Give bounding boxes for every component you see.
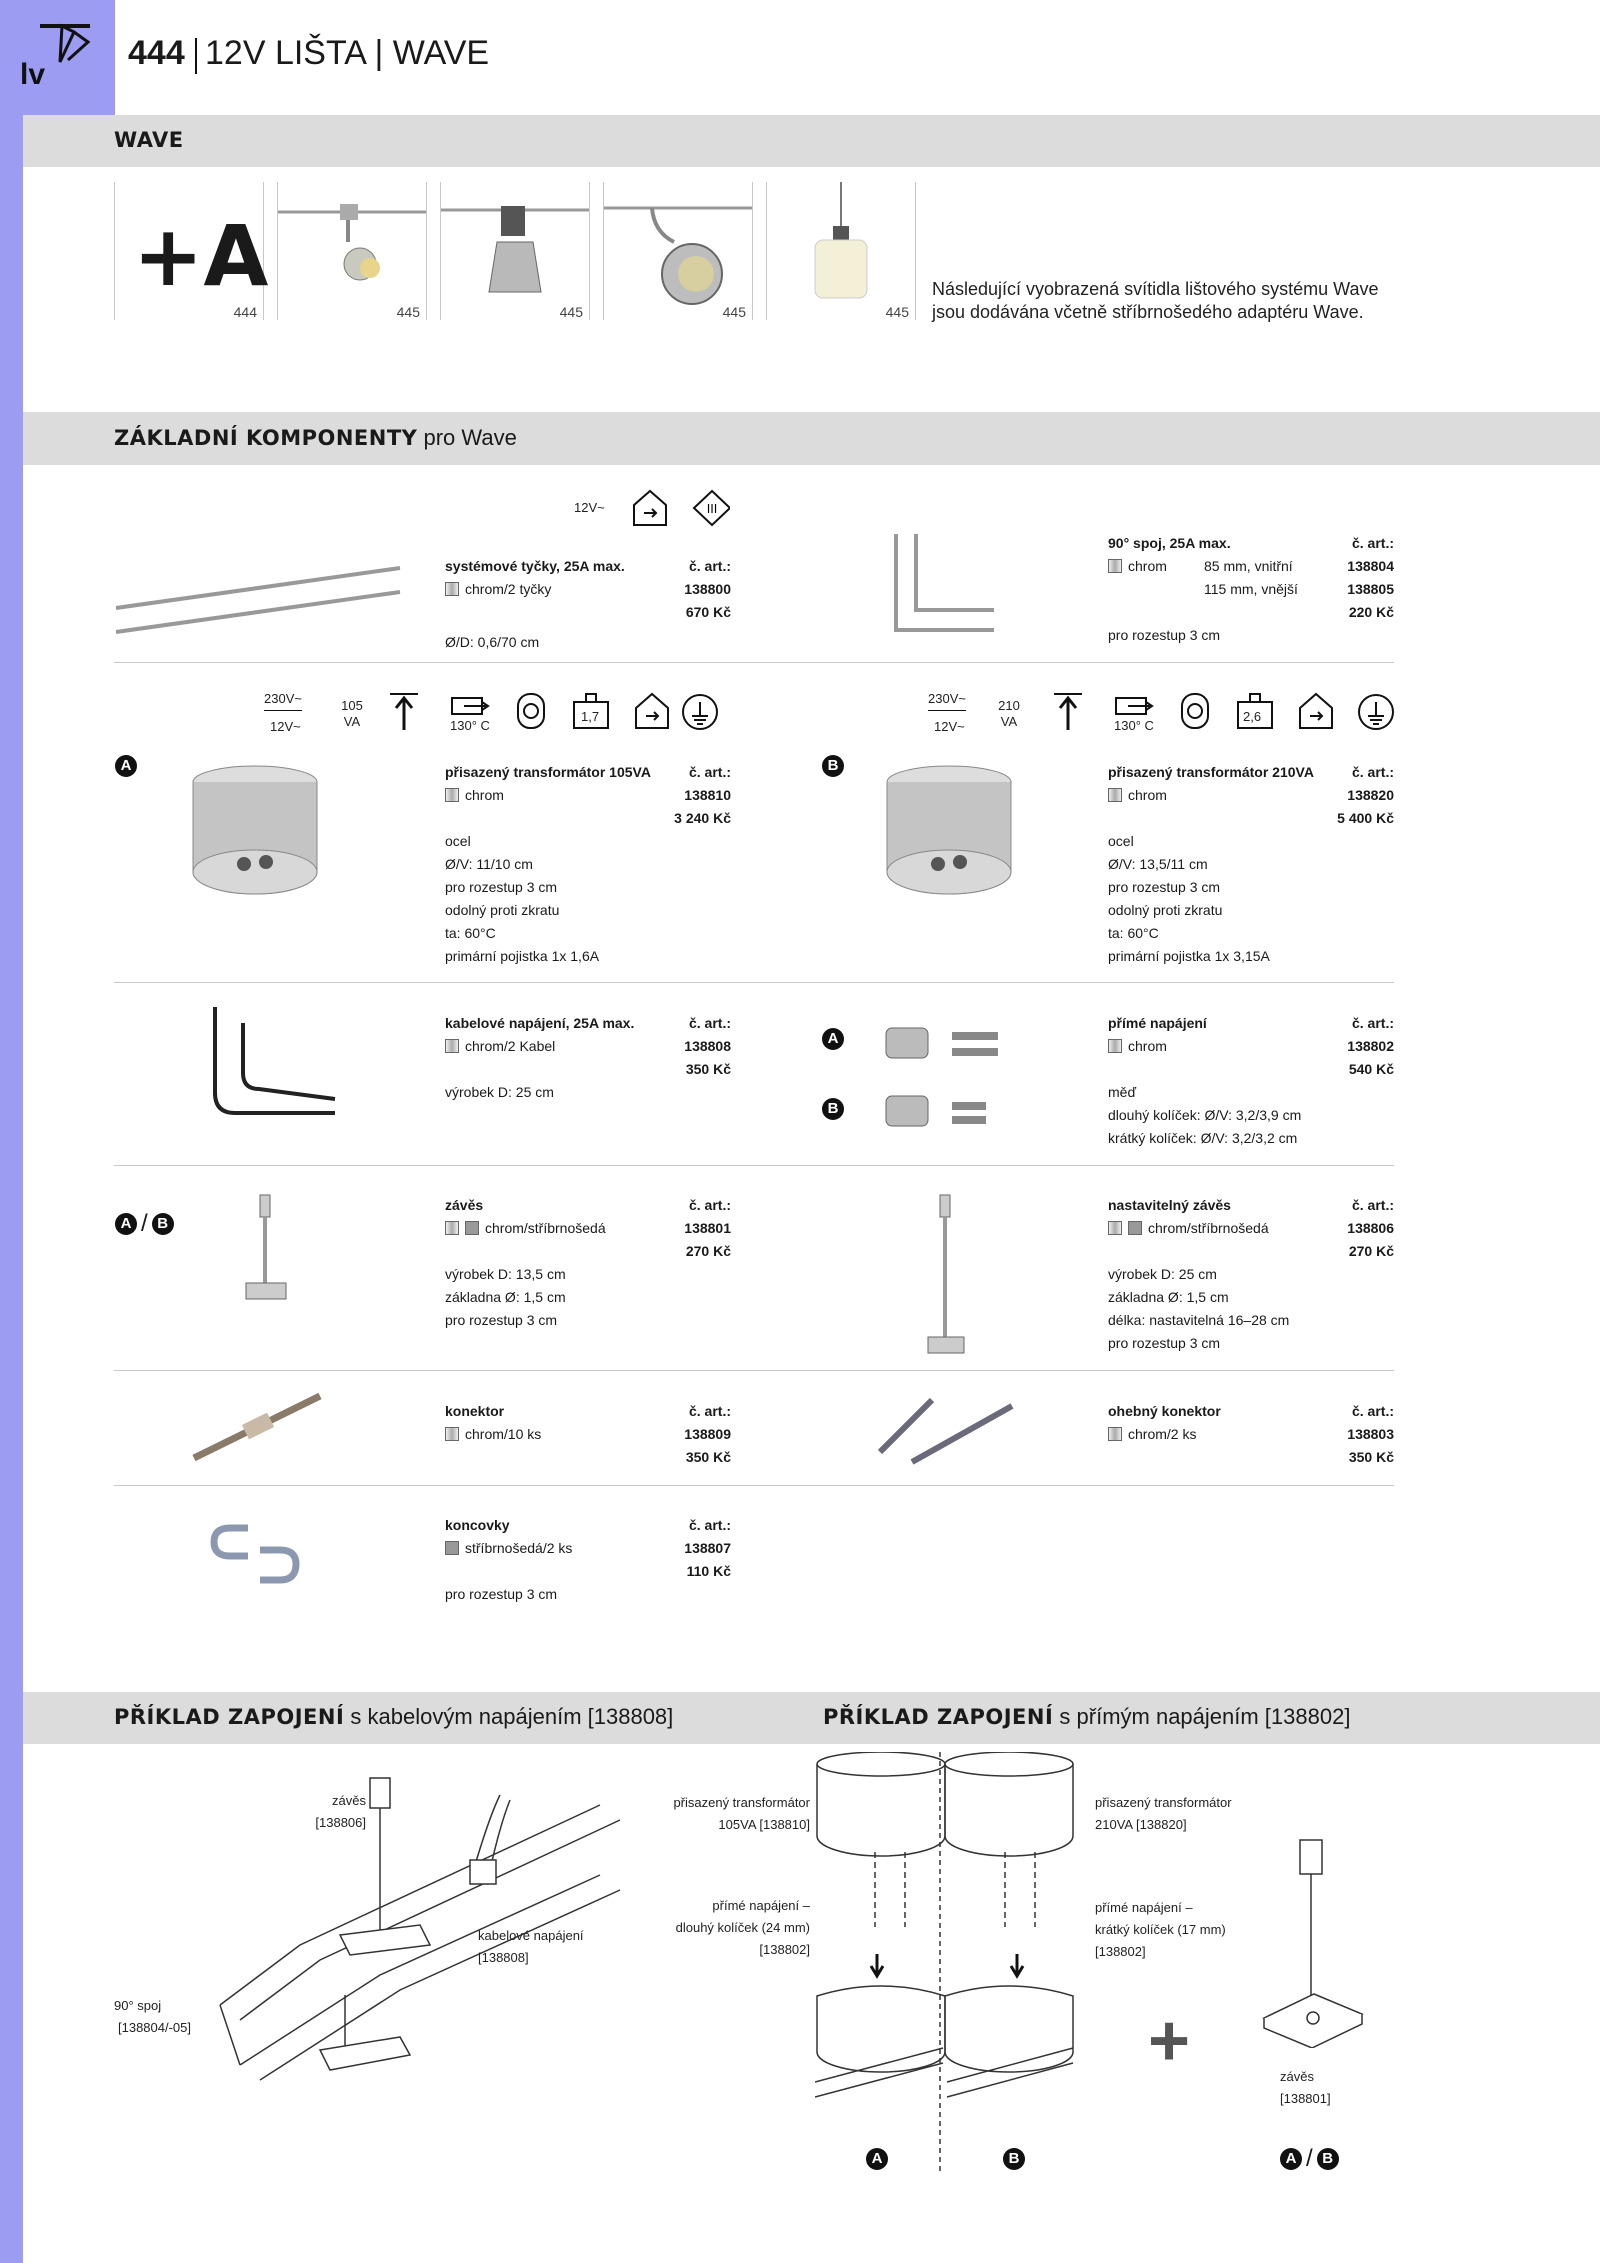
- product-cable-feed: kabelové napájení, 25A max. č. art.: chrom/2 Kabel 138808 350 Kč výrobek D: 25 cm: [445, 1015, 731, 1100]
- svg-text:III: III: [706, 502, 718, 516]
- section-band-wave: [23, 115, 1600, 167]
- icon-voltage-in: 230V~: [264, 688, 302, 711]
- thumb-page: 445: [559, 304, 583, 320]
- thumb-pendant[interactable]: [766, 182, 916, 320]
- end-caps-image: [208, 1520, 308, 1590]
- divider: [114, 1370, 1394, 1371]
- icon-voltage-out: 12V~: [934, 719, 965, 734]
- badge-a: A: [866, 2148, 888, 2170]
- label-suspension-right: závěs [138801]: [1280, 2069, 1331, 2106]
- badge-b: B: [822, 755, 844, 777]
- thumb-page: 444: [233, 304, 257, 320]
- connector-image: [190, 1390, 325, 1465]
- thumb-page: 445: [885, 304, 909, 320]
- thumb-spot-2[interactable]: [440, 182, 590, 320]
- icon-temp: 130° C: [1114, 718, 1154, 733]
- section-band-components: [23, 412, 1600, 465]
- product-end-caps: koncovky č. art.: stříbrnošedá/2 ks 138807 110 Kč pro rozestup 3 cm: [445, 1517, 731, 1602]
- badges-a-b: A / B: [1280, 2145, 1339, 2173]
- product-suspension: závěs č. art.: chrom/stříbrnošedá 138801 270 Kč výrobek D: 13,5 cm základna Ø: 1,5 cm pro rozestup 3 cm: [445, 1197, 731, 1328]
- spotlight-image: [604, 182, 752, 312]
- label-short-pin: přímé napájení – krátký kolíček (17 mm) [138802]: [1095, 1900, 1226, 1959]
- brand-logo-text: lv: [20, 58, 46, 91]
- label-transformer-105: přisazený transformátor 105VA [138810]: [673, 1795, 810, 1832]
- thumb-spot-3[interactable]: [603, 182, 753, 320]
- example-right-subtitle: s přímým napájením [138802]: [1053, 1704, 1351, 1729]
- product-system-rods: systémové tyčky, 25A max. č. art.: chrom/2 tyčky 138800 670 Kč Ø/D: 0,6/70 cm: [445, 558, 731, 650]
- system-rods-image: [114, 560, 404, 640]
- example-right-title: PŘÍKLAD ZAPOJENÍ: [823, 1705, 1054, 1729]
- example-left-subtitle: s kabelovým napájením [138808]: [344, 1704, 674, 1729]
- plus-a-label: +A: [133, 207, 269, 305]
- label-cable-feed: kabelové napájení [138808]: [478, 1928, 584, 1965]
- thumb-page: 445: [722, 304, 746, 320]
- transformer-210-image: [882, 762, 1017, 912]
- thumb-spot-1[interactable]: [277, 182, 427, 320]
- divider: [114, 1165, 1394, 1166]
- page-title: 12V LIŠTA | WAVE: [205, 34, 490, 72]
- lamp-logo-icon: [40, 20, 92, 70]
- product-connector: konektor č. art.: chrom/10 ks 138809 350 Kč: [445, 1403, 731, 1465]
- suspension-diagram: [1258, 1838, 1368, 2048]
- transformer-105-image: [188, 762, 323, 912]
- example-left-title: PŘÍKLAD ZAPOJENÍ: [114, 1705, 345, 1729]
- components-subtitle: pro Wave: [417, 425, 517, 450]
- direct-feed-image: [880, 1020, 1010, 1140]
- divider: [114, 982, 1394, 983]
- section-band-examples: [23, 1692, 1600, 1744]
- cable-feed-image: [205, 1003, 345, 1125]
- icon-voltage-in: 230V~: [928, 688, 966, 711]
- badges-a-b: A / B: [115, 1210, 174, 1238]
- divider: [114, 1485, 1394, 1486]
- product-corner: 90° spoj, 25A max. č. art.: chrom 85 mm, vnitřní 138804 115 mm, vnější 138805 220 Kč pro rozestup 3 cm: [1108, 535, 1394, 643]
- pendant-lamp-image: [767, 182, 915, 312]
- transformer-icons-210: [1052, 690, 1402, 734]
- side-color-bar: [0, 0, 23, 2263]
- product-adjustable-suspension: nastavitelný závěs č. art.: chrom/stříbrnošedá 138806 270 Kč výrobek D: 25 cm základna Ø: 1,5 cm délka: nastavitelná 16–28 cm pro rozestup 3 cm: [1108, 1197, 1394, 1351]
- header-divider: [195, 38, 197, 74]
- adjustable-suspension-image: [922, 1193, 972, 1363]
- badge-a: A: [115, 755, 137, 777]
- brand-logo-box: [0, 0, 115, 115]
- product-flexible-connector: ohebný konektor č. art.: chrom/2 ks 138803 350 Kč: [1108, 1403, 1394, 1465]
- icon-va: 210 VA: [998, 698, 1020, 729]
- product-transformer-105: přisazený transformátor 105VA č. art.: chrom 138810 3 240 Kč ocel Ø/V: 11/10 cm pro rozestup 3 cm odolný proti zkratu ta: 60°C primární pojistka 1x 1,6A: [445, 764, 731, 964]
- product-transformer-210: přisazený transformátor 210VA č. art.: chrom 138820 5 400 Kč ocel Ø/V: 13,5/11 cm pro rozestup 3 cm odolný proti zkratu ta: 60°C primární pojistka 1x 3,15A: [1108, 764, 1394, 964]
- label-transformer-210: přisazený transformátor 210VA [138820]: [1095, 1795, 1232, 1832]
- divider: [114, 662, 1394, 663]
- icon-temp: 130° C: [450, 718, 490, 733]
- suspension-image: [240, 1193, 300, 1308]
- corner-connector-image: [890, 530, 1000, 640]
- indoor-use-icon: [630, 487, 730, 529]
- wave-intro: Následující vyobrazená svítidla lištového systému Wave jsou dodávána včetně stříbrnošedého adaptéru Wave.: [932, 279, 1379, 322]
- icon-voltage-out: 12V~: [270, 719, 301, 734]
- badge-a: A: [822, 1028, 844, 1050]
- direct-feed-wiring-diagram: [815, 1752, 1095, 2172]
- icon-va: 105 VA: [341, 698, 363, 729]
- section-title-wave: WAVE: [114, 128, 184, 152]
- plus-sign: +: [1148, 2001, 1191, 2081]
- thumb-page: 445: [396, 304, 420, 320]
- spotlight-image: [278, 182, 426, 302]
- badge-b: B: [1003, 2148, 1025, 2170]
- label-long-pin: přímé napájení – dlouhý kolíček (24 mm) [138802]: [675, 1898, 810, 1957]
- product-direct-feed: přímé napájení č. art.: chrom 138802 540 Kč měď dlouhý kolíček: Ø/V: 3,2/3,9 cm krátký kolíček: Ø/V: 3,2/3,2 cm: [1108, 1015, 1394, 1146]
- label-suspension: závěs [138806]: [315, 1793, 366, 1830]
- page-number: 444: [128, 34, 185, 72]
- icon-weight: 1,7: [581, 709, 600, 724]
- flexible-connector-image: [872, 1390, 1022, 1465]
- transformer-icons-105: [388, 690, 718, 734]
- voltage-label: 12V~: [574, 500, 605, 515]
- badge-b: B: [822, 1098, 844, 1120]
- thumb-plus-a[interactable]: [114, 182, 269, 320]
- icon-weight: 2,6: [1243, 709, 1262, 724]
- label-corner: 90° spoj [138804/-05]: [114, 1998, 192, 2035]
- components-title: ZÁKLADNÍ KOMPONENTY: [114, 426, 418, 450]
- spotlight-image: [441, 182, 589, 302]
